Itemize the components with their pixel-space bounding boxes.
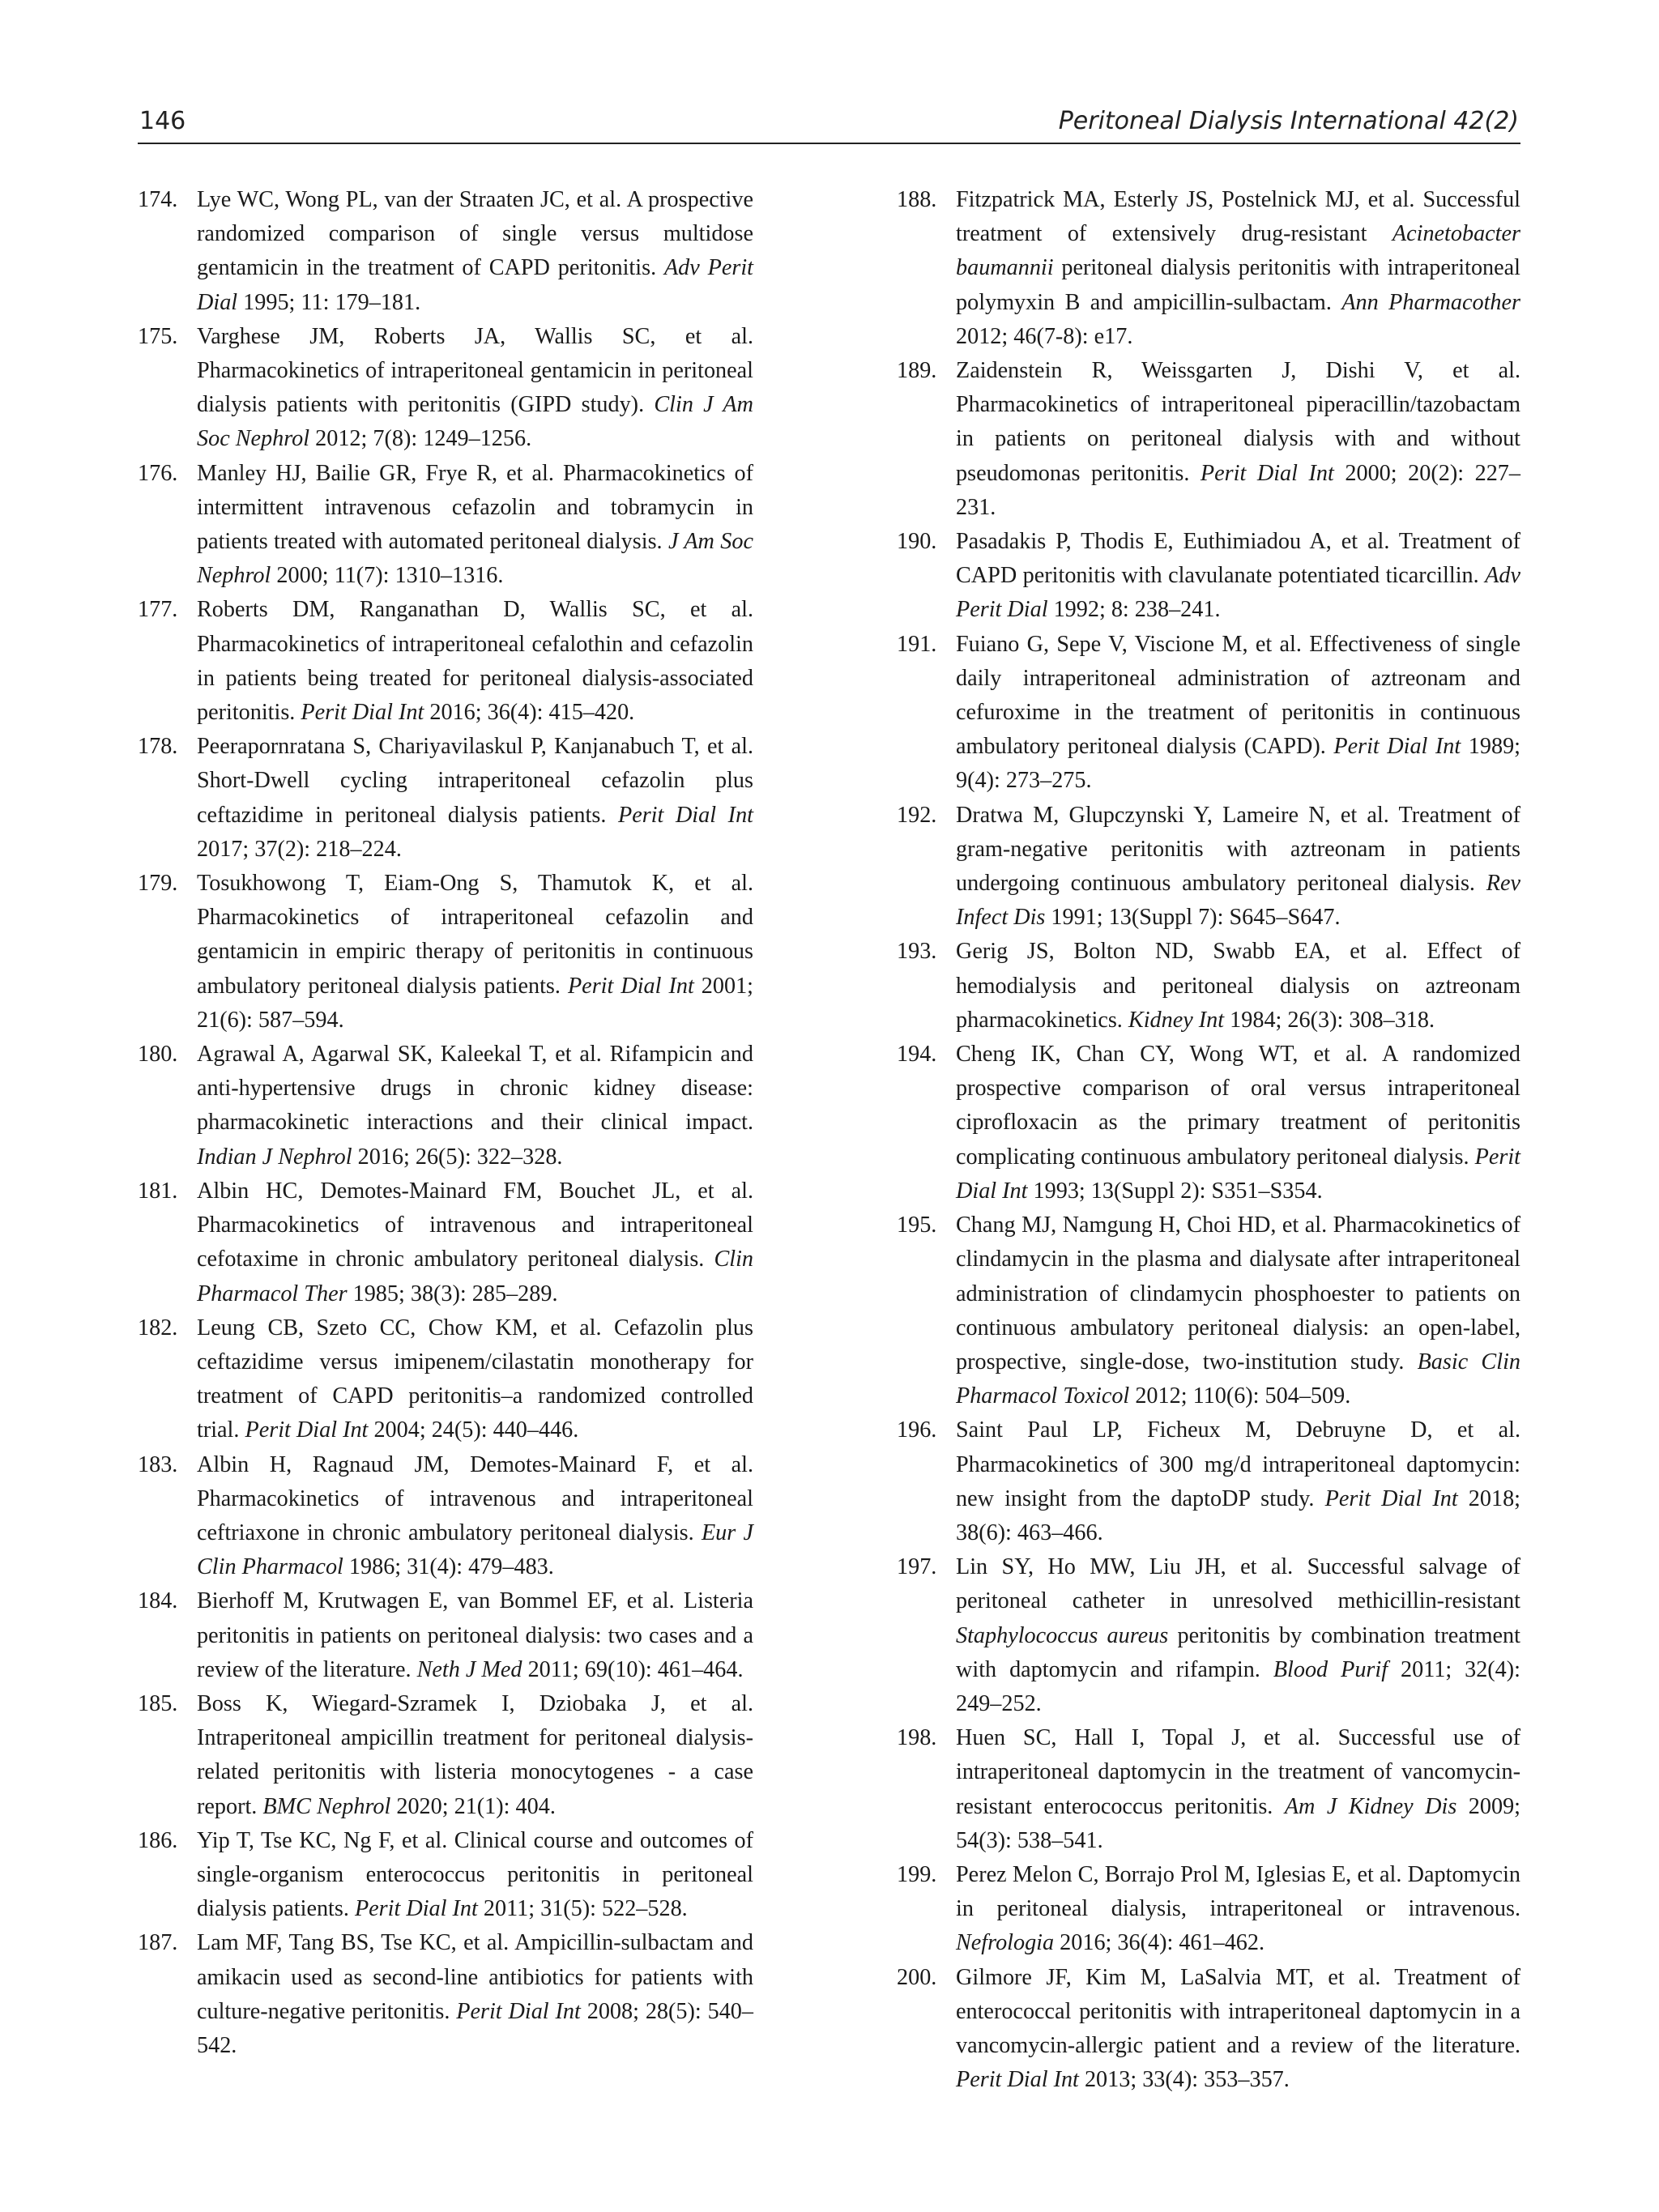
- reference-segment: 2012; 110(6): 504–509.: [1129, 1383, 1351, 1409]
- reference-segment: 1989; 9(4): 273–275.: [956, 734, 1520, 794]
- reference-segment: Cheng IK, Chan CY, Wong WT, et al. A randomized prospective comparison of oral versus intraperitoneal ciprofloxacin as the primary treatment of peritonitis complicating continuous ambulatory peritoneal dialysis.: [956, 1042, 1520, 1170]
- reference-segment: Gerig JS, Bolton ND, Swabb EA, et al. Effect of hemodialysis and peritoneal dialysis on aztreonam pharmacokinetics.: [956, 939, 1520, 1033]
- reference-number: 180.: [138, 1042, 178, 1068]
- reference-entry: [138, 1584, 753, 1687]
- reference-number: 198.: [897, 1725, 937, 1751]
- reference-entry: [897, 799, 1520, 936]
- reference-text: [956, 529, 1520, 622]
- reference-entry: [897, 525, 1520, 628]
- reference-journal: Perit Dial Int: [617, 802, 753, 828]
- reference-entry: [897, 1208, 1520, 1413]
- reference-number: 189.: [897, 358, 937, 384]
- reference-entry: [138, 730, 753, 867]
- reference-segment: 2018; 38(6): 463–466.: [956, 1485, 1520, 1545]
- reference-journal: Perit Dial Int: [567, 973, 694, 999]
- reference-text: [197, 1930, 753, 2058]
- reference-number: 196.: [897, 1417, 937, 1443]
- reference-entry: [138, 457, 753, 594]
- references-left-column: [138, 183, 753, 2063]
- reference-text: [956, 1862, 1520, 1955]
- reference-segment: 1992; 8: 238–241.: [1047, 597, 1221, 623]
- reference-text: [956, 1042, 1520, 1204]
- reference-journal: Clin Pharmacol Ther: [197, 1247, 753, 1306]
- reference-segment: 2017; 37(2): 218–224.: [197, 836, 402, 862]
- reference-number: 187.: [138, 1930, 178, 1956]
- reference-segment: Lye WC, Wong PL, van der Straaten JC, et al. A prospective randomized comparison of single versus multidose gentamicin in the treatment of CAPD peritonitis.: [197, 187, 753, 281]
- reference-text: [197, 1828, 753, 1921]
- reference-entry: [897, 1038, 1520, 1208]
- reference-number: 197.: [897, 1554, 937, 1580]
- reference-segment: 2016; 36(4): 461–462.: [1054, 1930, 1265, 1956]
- reference-journal: Clin J Am Soc Nephrol: [197, 392, 753, 452]
- reference-entry: [138, 1311, 753, 1448]
- reference-entry: [897, 1961, 1520, 2098]
- reference-journal: Kidney Int: [1128, 1007, 1225, 1033]
- reference-text: [956, 1725, 1520, 1853]
- reference-segment: peritoneal dialysis peritonitis with intraperitoneal polymyxin B and ampicillin-sulbactam.: [956, 255, 1520, 315]
- reference-segment: 1993; 13(Suppl 2): S351–S354.: [1027, 1178, 1323, 1204]
- reference-text: [197, 1042, 753, 1170]
- reference-number: 188.: [897, 187, 937, 212]
- reference-journal: Perit Dial Int: [956, 1144, 1520, 1204]
- reference-text: [956, 632, 1520, 794]
- reference-number: 175.: [138, 323, 178, 349]
- reference-segment: Bierhoff M, Krutwagen E, van Bommel EF, et al. Listeria peritonitis in patients on peritoneal dialysis: two cases and a review of the literature.: [197, 1588, 753, 1682]
- reference-segment: 2011; 31(5): 522–528.: [477, 1896, 688, 1922]
- reference-number: 184.: [138, 1588, 178, 1614]
- reference-journal: Perit Dial Int: [245, 1417, 369, 1443]
- reference-segment: Zaidenstein R, Weissgarten J, Dishi V, et al. Pharmacokinetics of intraperitoneal piperacillin/tazobactam in patients on peritoneal dialysis with and without pseudomonas peritonitis.: [956, 358, 1520, 486]
- reference-journal: Am J Kidney Dis: [1284, 1793, 1457, 1819]
- reference-journal: Neth J Med: [416, 1656, 522, 1682]
- reference-number: 192.: [897, 802, 937, 828]
- reference-segment: Saint Paul LP, Ficheux M, Debruyne D, et al. Pharmacokinetics of 300 mg/d intraperitoneal daptomycin: new insight from the daptoDP study.: [956, 1417, 1520, 1511]
- reference-segment: 2020; 21(1): 404.: [390, 1793, 556, 1819]
- reference-segment: 2011; 69(10): 461–464.: [522, 1656, 744, 1682]
- reference-text: [197, 1315, 753, 1443]
- reference-number: 190.: [897, 529, 937, 555]
- reference-number: 199.: [897, 1861, 937, 1887]
- reference-number: 182.: [138, 1315, 178, 1340]
- reference-segment: Fuiano G, Sepe V, Viscione M, et al. Effectiveness of single daily intraperitoneal administration of aztreonam and cefuroxime in the treatment of peritonitis in continuous ambulatory peritoneal dialysis (CAPD).: [956, 631, 1520, 760]
- reference-segment: Peerapornratana S, Chariyavilaskul P, Kanjanabuch T, et al. Short-Dwell cycling intraperitoneal cefazolin plus ceftazidime in peritoneal dialysis patients.: [197, 734, 753, 828]
- reference-entry: [138, 320, 753, 457]
- reference-segment: Dratwa M, Glupczynski Y, Lameire N, et al. Treatment of gram-negative peritonitis with aztreonam in patients undergoing continuous ambulatory peritoneal dialysis.: [956, 802, 1520, 897]
- reference-entry: [138, 1038, 753, 1174]
- reference-text: [956, 1554, 1520, 1716]
- reference-segment: Albin HC, Demotes-Mainard FM, Bouchet JL, et al. Pharmacokinetics of intravenous and intraperitoneal cefotaxime in chronic ambulatory peritoneal dialysis.: [197, 1178, 753, 1272]
- reference-entry: [138, 867, 753, 1038]
- reference-number: 186.: [138, 1827, 178, 1853]
- reference-segment: 2012; 46(7-8): e17.: [956, 323, 1133, 349]
- reference-entry: [138, 1926, 753, 2063]
- reference-journal: Perit Dial Int: [1324, 1485, 1458, 1511]
- reference-number: 181.: [138, 1178, 178, 1204]
- reference-journal: J Am Soc Nephrol: [197, 529, 753, 589]
- reference-journal: Blood Purif: [1273, 1656, 1388, 1682]
- reference-journal: Perit Dial Int: [1333, 734, 1461, 760]
- reference-segment: Agrawal A, Agarwal SK, Kaleekal T, et al. Rifampicin and anti-hypertensive drugs in chronic kidney disease: pharmacokinetic interactions and their clinical impact.: [197, 1042, 753, 1136]
- reference-text: [956, 358, 1520, 520]
- reference-segment: 2011; 32(4): 249–252.: [956, 1656, 1520, 1716]
- reference-segment: Roberts DM, Ranganathan D, Wallis SC, et al. Pharmacokinetics of intraperitoneal cefalothin and cefazolin in patients being treated for peritoneal dialysis-associated peritonitis.: [197, 597, 753, 726]
- reference-number: 193.: [897, 939, 937, 965]
- reference-journal: Basic Clin Pharmacol Toxicol: [956, 1349, 1520, 1409]
- reference-journal: Indian J Nephrol: [197, 1144, 352, 1170]
- reference-journal: Perit Dial Int: [301, 700, 424, 726]
- running-header: [138, 107, 1520, 144]
- reference-journal: Acinetobacter baumannii: [956, 221, 1520, 281]
- reference-journal: Staphylococcus aureus: [956, 1622, 1169, 1648]
- reference-number: 178.: [138, 734, 178, 760]
- reference-entry: [138, 1824, 753, 1927]
- reference-number: 179.: [138, 871, 178, 897]
- reference-text: [197, 1178, 753, 1306]
- reference-entry: [138, 593, 753, 730]
- reference-entry: [897, 1413, 1520, 1550]
- reference-text: [197, 1691, 753, 1819]
- reference-segment: 1991; 13(Suppl 7): S645–S647.: [1045, 905, 1341, 931]
- reference-text: [956, 803, 1520, 931]
- reference-segment: Leung CB, Szeto CC, Chow KM, et al. Cefazolin plus ceftazidime versus imipenem/cilastatin monotherapy for treatment of CAPD peritonitis–a randomized controlled trial.: [197, 1315, 753, 1443]
- reference-number: 177.: [138, 597, 178, 623]
- reference-text: [956, 939, 1520, 1032]
- reference-segment: Albin H, Ragnaud JM, Demotes-Mainard F, et al. Pharmacokinetics of intravenous and intraperitoneal ceftriaxone in chronic ambulatory peritoneal dialysis.: [197, 1451, 753, 1545]
- reference-segment: 2008; 28(5): 540–542.: [197, 1998, 753, 2058]
- reference-entry: [138, 1687, 753, 1824]
- reference-text: [197, 187, 753, 315]
- reference-segment: Pasadakis P, Thodis E, Euthimiadou A, et al. Treatment of CAPD peritonitis with clavulanate potentiated ticarcillin.: [956, 529, 1520, 589]
- reference-segment: 1985; 38(3): 285–289.: [347, 1281, 558, 1306]
- reference-segment: Fitzpatrick MA, Esterly JS, Postelnick MJ, et al. Successful treatment of extensively drug-resistant: [956, 187, 1520, 247]
- reference-text: [956, 187, 1520, 349]
- reference-entry: [897, 1858, 1520, 1961]
- reference-entry: [897, 628, 1520, 799]
- reference-journal: Perit Dial Int: [354, 1896, 478, 1922]
- reference-segment: Gilmore JF, Kim M, LaSalvia MT, et al. Treatment of enterococcal peritonitis with intraperitoneal daptomycin in a vancomycin-allergic patient and a review of the literature.: [956, 1964, 1520, 2058]
- reference-segment: Lin SY, Ho MW, Liu JH, et al. Successful salvage of peritoneal catheter in unresolved methicillin-resistant: [956, 1554, 1520, 1614]
- reference-journal: BMC Nephrol: [262, 1793, 391, 1819]
- reference-number: 183.: [138, 1451, 178, 1477]
- reference-segment: 2016; 26(5): 322–328.: [352, 1144, 563, 1170]
- reference-segment: Varghese JM, Roberts JA, Wallis SC, et al. Pharmacokinetics of intraperitoneal gentamicin in peritoneal dialysis patients with peritonitis (GIPD study).: [197, 323, 753, 418]
- reference-text: [197, 324, 753, 452]
- reference-entry: [897, 354, 1520, 525]
- reference-segment: 2013; 33(4): 353–357.: [1078, 2067, 1290, 2093]
- reference-text: [197, 734, 753, 862]
- reference-text: [197, 871, 753, 1033]
- reference-journal: Perit Dial Int: [456, 1998, 581, 2024]
- references-right-column: [897, 183, 1520, 2097]
- reference-entry: [897, 1550, 1520, 1721]
- reference-entry: [138, 1448, 753, 1585]
- reference-segment: 2012; 7(8): 1249–1256.: [309, 426, 532, 452]
- reference-entry: [897, 935, 1520, 1038]
- reference-segment: Manley HJ, Bailie GR, Frye R, et al. Pharmacokinetics of intermittent intravenous cefazolin and tobramycin in patients treated with automated peritoneal dialysis.: [197, 460, 753, 555]
- reference-number: 191.: [897, 631, 937, 657]
- reference-segment: Lam MF, Tang BS, Tse KC, et al. Ampicillin-sulbactam and amikacin used as second-line antibiotics for patients with culture-negative peritonitis.: [197, 1930, 753, 2024]
- reference-text: [956, 1417, 1520, 1545]
- reference-journal: Nefrologia: [956, 1930, 1055, 1956]
- reference-number: 195.: [897, 1213, 937, 1238]
- reference-number: 194.: [897, 1042, 937, 1068]
- reference-journal: Ann Pharmacother: [1341, 289, 1520, 315]
- reference-segment: Boss K, Wiegard-Szramek I, Dziobaka J, et al. Intraperitoneal ampicillin treatment for peritoneal dialysis-related peritonitis with listeria monocytogenes - a case report.: [197, 1690, 753, 1819]
- reference-journal: Eur J Clin Pharmacol: [197, 1519, 753, 1580]
- reference-entry: [138, 1174, 753, 1311]
- reference-segment: 1984; 26(3): 308–318.: [1224, 1007, 1435, 1033]
- reference-entry: [138, 183, 753, 320]
- reference-journal: Adv Perit Dial: [956, 563, 1520, 623]
- reference-journal: Adv Perit Dial: [197, 255, 753, 315]
- reference-journal: Perit Dial Int: [1200, 460, 1334, 486]
- reference-text: [197, 597, 753, 725]
- reference-segment: Chang MJ, Namgung H, Choi HD, et al. Pharmacokinetics of clindamycin in the plasma and dialysate after intraperitoneal administration of clindamycin phosphoester to patients on continuous ambulatory peritoneal dialysis: an open-label, prospective, single-dose, two-institution study.: [956, 1213, 1520, 1375]
- reference-segment: 1995; 11: 179–181.: [237, 289, 421, 315]
- reference-entry: [897, 183, 1520, 354]
- reference-text: [956, 1213, 1520, 1409]
- reference-text: [956, 1965, 1520, 2093]
- reference-segment: Perez Melon C, Borrajo Prol M, Iglesias E, et al. Daptomycin in peritoneal dialysis, intraperitoneal or intravenous.: [956, 1861, 1520, 1922]
- reference-journal: Perit Dial Int: [956, 2067, 1079, 2093]
- reference-segment: 2009; 54(3): 538–541.: [956, 1793, 1520, 1853]
- reference-journal: Rev Infect Dis: [956, 871, 1520, 931]
- reference-text: [197, 1452, 753, 1580]
- reference-segment: 2016; 36(4): 415–420.: [424, 700, 635, 726]
- reference-number: 176.: [138, 460, 178, 486]
- reference-segment: 2004; 24(5): 440–446.: [368, 1417, 579, 1443]
- reference-segment: Tosukhowong T, Eiam-Ong S, Thamutok K, et al. Pharmacokinetics of intraperitoneal cefazolin and gentamicin in empiric therapy of peritonitis in continuous ambulatory peritoneal dialysis patients.: [197, 871, 753, 999]
- reference-entry: [897, 1721, 1520, 1858]
- reference-segment: Yip T, Tse KC, Ng F, et al. Clinical course and outcomes of single-organism enterococcus peritonitis in peritoneal dialysis patients.: [197, 1827, 753, 1922]
- reference-number: 174.: [138, 187, 178, 212]
- reference-number: 185.: [138, 1690, 178, 1716]
- reference-segment: Huen SC, Hall I, Topal J, et al. Successful use of intraperitoneal daptomycin in the treatment of vancomycin-resistant enterococcus peritonitis.: [956, 1725, 1520, 1819]
- reference-segment: 2001; 21(6): 587–594.: [197, 973, 753, 1033]
- reference-segment: 2000; 11(7): 1310–1316.: [271, 563, 504, 589]
- reference-text: [197, 461, 753, 589]
- reference-text: [197, 1588, 753, 1681]
- journal-title: Peritoneal Dialysis International 42(2): [1058, 107, 1519, 135]
- page-number: 146: [139, 107, 186, 135]
- reference-segment: peritonitis by combination treatment with daptomycin and rifampin.: [956, 1622, 1520, 1682]
- reference-segment: 1986; 31(4): 479–483.: [343, 1554, 554, 1580]
- reference-number: 200.: [897, 1964, 937, 1990]
- reference-segment: 2000; 20(2): 227–231.: [956, 460, 1520, 520]
